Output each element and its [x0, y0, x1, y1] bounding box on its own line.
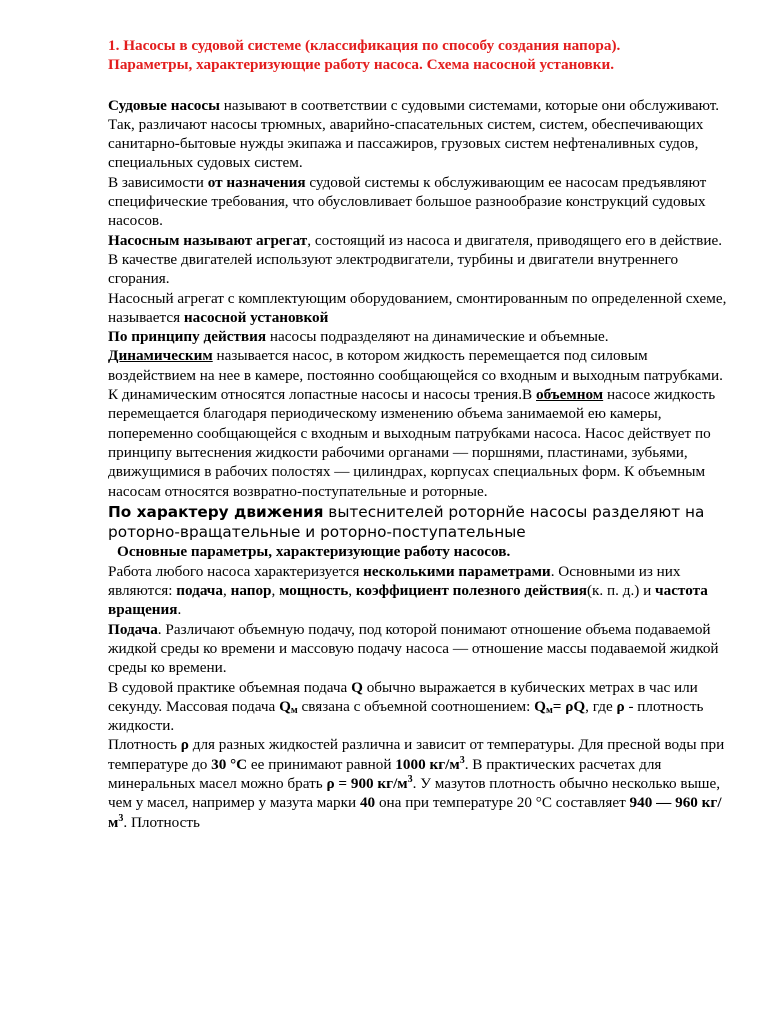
- term-dynamic: Динамическим: [108, 347, 213, 365]
- section-heading-parameters: Основные параметры, характеризующие работу насосов.: [117, 543, 511, 561]
- title-line-2: Параметры, характеризующие работу насоса. Схема насосной установки.: [108, 56, 615, 74]
- paragraph-ship-pumps: Судовые насосы называют в соответствии с судовыми системами, которые они обслуживают. Так, различают насосы трюмных, аварийно-спасательных систем, систем, обеспечивающих санитарно-бытовые нужды экипажа и пассажиров, грузовых систем нефтеналивных судов, специальных судовых систем.: [108, 96, 720, 172]
- term-pump-unit: Насосным называют агрегат: [108, 231, 308, 249]
- spacer: [108, 75, 728, 96]
- term-volumetric: объемном: [536, 386, 604, 404]
- paragraph-flow: Подача. Различают объемную подачу, под которой понимают отношение объема подаваемой жидкой среды ко времени и массовую подачу насоса — отношение массы подаваемой жидкой среды ко времени.: [108, 620, 719, 677]
- page-title: [108, 36, 728, 75]
- paragraph-motion-character: По характеру движения вытеснителей роторнйе насосы разделяют на роторно-вращательные и роторно-поступательные: [108, 502, 705, 542]
- paragraph-flow-units: В судовой практике объемная подача Q обычно выражается в кубических метрах в час или секунду. Массовая подача $Q_м$ связана с объемной соотношением: $Q_м= \rho Q$, где ρ - плотность жидкости.: [108, 678, 704, 735]
- term-motion-character: По характеру движения: [108, 502, 324, 521]
- term-ship-pumps: Судовые насосы: [108, 96, 220, 114]
- paragraph-purpose: В зависимости от назначения судовой системы к обслуживающим ее насосам предъявляют специфические требования, что обусловливает большое разнообразие конструкций судовых насосов.: [108, 173, 707, 230]
- term-several-parameters: несколькими параметрами: [363, 562, 551, 580]
- title-line-1: 1. Насосы в судовой системе (классификация по способу создания напора).: [108, 37, 621, 54]
- paragraph-parameters-intro: Работа любого насоса характеризуется несколькими параметрами. Основными из них: [108, 562, 681, 580]
- paragraph-density: Плотность ρ для разных жидкостей различна и зависит от температуры. Для пресной воды при температуре до 30 °С ее принимают равной 1000 $кг/м^3$. В практических расчетах для минеральных масел можно брать ρ = 900 $кг/м^3$. У мазутов плотность обычно несколько выше, чем у масел, например у мазута марки 40 она при температуре 20 °С составляет 940 — 960 $кг/м^3$. Плотность: [108, 736, 725, 831]
- term-principle: По принципу действия: [108, 328, 267, 346]
- paragraph-pump-unit: Насосным называют агрегат, состоящий из насоса и двигателя, приводящего его в действие. В качестве двигателей используют электродвигатели, турбины и двигатели внутреннего сгорания.: [108, 231, 723, 288]
- term-flow: Подача: [108, 620, 158, 638]
- term-purpose: от назначения: [207, 173, 306, 191]
- paragraph-principle: По принципу действия насосы подразделяют на динамические и объемные.: [108, 328, 609, 346]
- paragraph-pump-installation: Насосный агрегат с комплектующим оборудованием, смонтированным по определенной схеме, называется насосной установкой: [108, 289, 727, 326]
- paragraph-parameters-list: являются: подача, напор, мощность, коэффициент полезного действия(к. п. д.) и частота вращения.: [108, 582, 708, 619]
- term-pump-installation: насосной установкой: [183, 308, 329, 326]
- paragraph-dynamic-volumetric: Динамическим называется насос, в котором жидкость перемещается под силовым воздействием на нее в камере, постоянно сообщающейся со входным и выходным патрубками. К динамическим относятся лопастные насосы и насосы трения.В объемном насосе жидкость перемещается благодаря периодическому изменению объема занимаемой ею камеры, попеременно сообщающейся с входным и выходным патрубками насоса. Насос действует по принципу вытеснения жидкости рабочими органами — поршнями, пластинами, зубьями, движущимися в рабочих полостях — цилиндрах, корпусах специальных форм. К объемным насосам относятся возвратно-поступательные и роторные.: [108, 347, 723, 500]
